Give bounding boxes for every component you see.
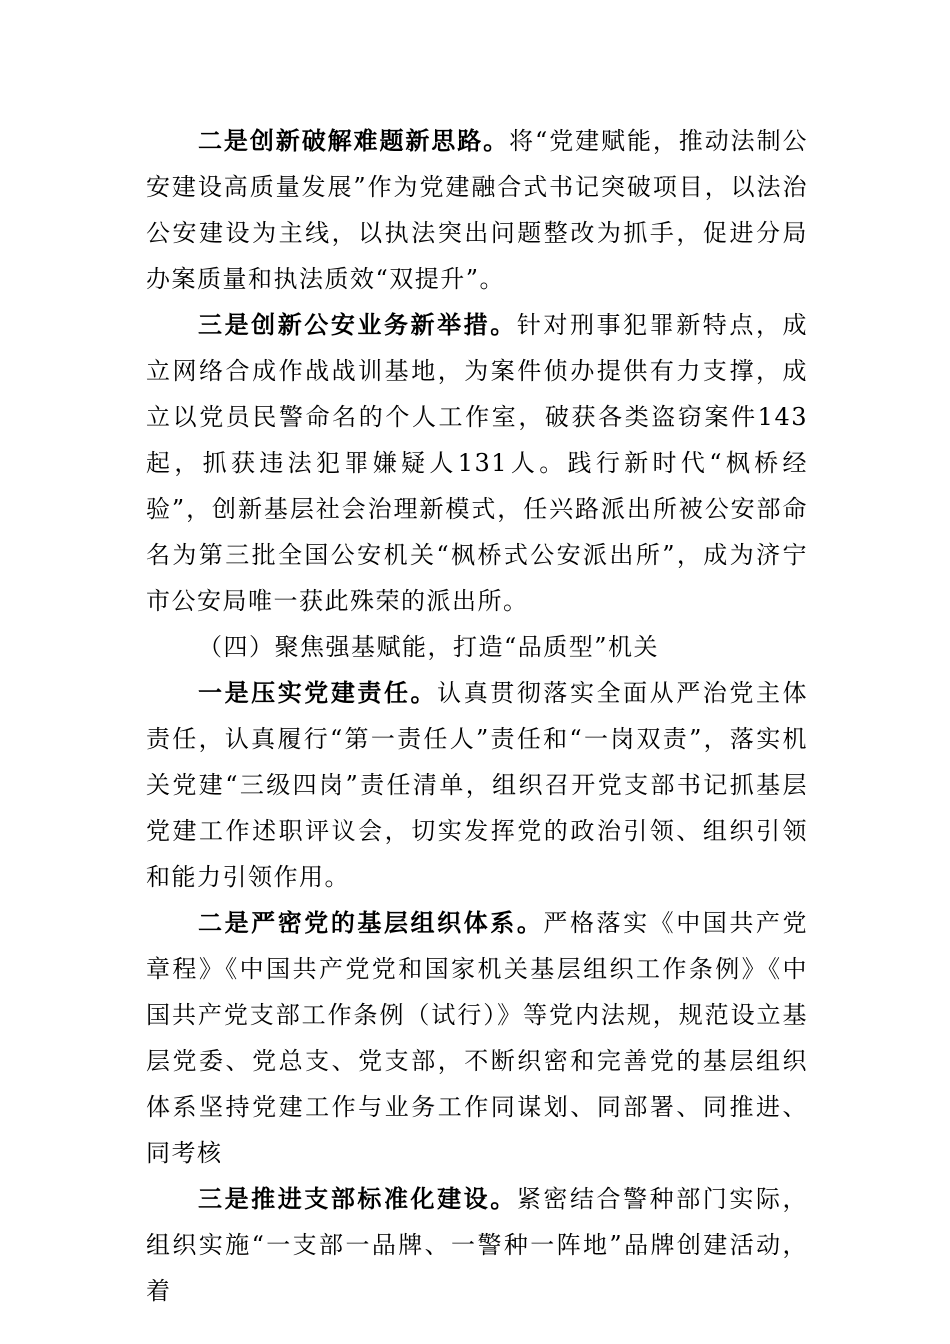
paragraph-innovation-problems [146, 118, 808, 302]
paragraph-text: 紧密结合警种部门实际，组织实施“一支部一品牌、一警种一阵地”品牌创建活动，着 [146, 1185, 809, 1305]
section-heading: （四）聚焦强基赋能，打造“品质型”机关 [198, 633, 660, 661]
paragraph-innovation-police-work [146, 302, 808, 624]
paragraph-party-organization [146, 900, 808, 1176]
paragraph-lead: 二是创新破解难题新思路。 [198, 126, 510, 155]
paragraph-party-responsibility [146, 670, 808, 900]
paragraph-text: 严格落实《中国共产党章程》《中国共产党党和国家机关基层组织工作条例》《中国共产党支部工作条例（试行）》等党内法规，规范设立基层党委、党总支、党支部，不断织密和完善党的基层组织体系坚持党建工作与业务工作同谋划、同部署、同推进、同考核 [146, 909, 809, 1167]
paragraph-text: 将“党建赋能，推动法制公安建设高质量发展”作为党建融合式书记突破项目，以法治公安建设为主线，以执法突出问题整改为抓手，促进分局办案质量和执法质效“双提升”。 [146, 127, 808, 293]
document-body [146, 118, 808, 1314]
paragraph-lead: 三是推进支部标准化建设。 [198, 1184, 517, 1213]
paragraph-text: 认真贯彻落实全面从严治党主体责任，认真履行“第一责任人”责任和“一岗双责”，落实机关党建“三级四岗”责任清单，组织召开党支部书记抓基层党建工作述职评议会，切实发挥党的政治引领、组织引领和能力引领作用。 [146, 679, 809, 891]
paragraph-lead: 三是创新公安业务新举措。 [198, 310, 517, 339]
paragraph-text: 针对刑事犯罪新特点，成立网络合成作战战训基地，为案件侦办提供有力支撑，成立以党员民警命名的个人工作室，破获各类盗窃案件143起，抓获违法犯罪嫌疑人131人。践行新时代“枫桥经验”，创新基层社会治理新模式，任兴路派出所被公安部命名为第三批全国公安机关“枫桥式公安派出所”，成为济宁市公安局唯一获此殊荣的派出所。 [146, 311, 809, 615]
paragraph-branch-standardization [146, 1176, 808, 1314]
paragraph-lead: 二是严密党的基层组织体系。 [198, 908, 544, 937]
paragraph-lead: 一是压实党建责任。 [198, 678, 438, 707]
